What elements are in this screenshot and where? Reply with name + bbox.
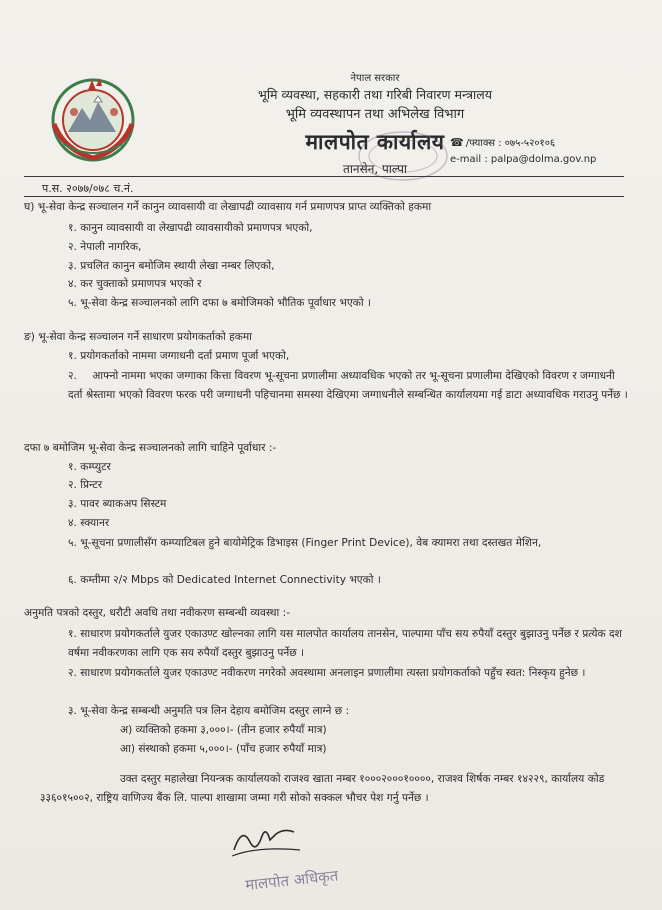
list-item — [68, 516, 109, 530]
section-nga-title: ङ) भू-सेवा केन्द्र सञ्चालन गर्ने साधारण प्रयोगकर्ताको हकमा — [24, 331, 252, 343]
item-text: भू-सेवा केन्द्र सम्बन्धी अनुमति पत्र लिन देहाय बमोजिम दस्तुर लाग्ने छ : — [80, 705, 350, 717]
item-text: प्रिन्टर — [80, 479, 103, 491]
email-address: e-mail : palpa@dolma.gov.np — [450, 154, 597, 165]
section-fee-title: अनुमति पत्रको दस्तुर, धरौटी अवधि तथा नवीकरण सम्बन्धी व्यवस्था :- — [24, 607, 291, 619]
officer-stamp — [238, 845, 388, 895]
item-number: ३. — [68, 498, 77, 510]
fee-individual: अ) व्यक्तिको हकमा ३,०००।- (तीन हजार रुपैयाँ मात्र) — [120, 724, 327, 736]
government-name: नेपाल सरकार — [350, 73, 400, 84]
item-number: २. — [68, 241, 77, 253]
list-item — [68, 534, 624, 553]
office-name: मालपोत कार्यालय — [305, 130, 445, 154]
list-item — [68, 664, 628, 683]
list-item — [68, 296, 371, 310]
phone-fax-text: /फ्याक्स : ०७५-५२०१०६ — [465, 138, 556, 149]
list-item — [68, 625, 628, 662]
item-number: ३. — [68, 260, 77, 272]
section-gha-title: घ) भू-सेवा केन्द्र सञ्चालन गर्ने कानुन व्यावसायी वा लेखापढी व्यावसाय गर्न प्रमाणपत्र प्राप्त व्यक्तिको हकमा — [24, 201, 432, 213]
list-item — [68, 460, 111, 474]
item-number: १. — [68, 461, 77, 473]
item-text: कम्प्युटर — [80, 461, 111, 473]
item-number: ३. — [68, 705, 77, 717]
item-text: पावर ब्याकअप सिस्टम — [80, 498, 167, 510]
item-number: ४. — [68, 517, 77, 529]
item-number: १. — [68, 222, 77, 234]
office-location: तानसेन, पाल्पा — [342, 162, 407, 176]
item-number: ५. — [68, 537, 77, 549]
item-number: २. — [68, 370, 77, 382]
list-item — [68, 573, 381, 587]
header-divider — [24, 176, 624, 177]
fee-organization: आ) संस्थाको हकमा ५,०००।- (पाँच हजार रुपैयाँ मात्र) — [120, 743, 327, 755]
nepal-government-emblem-icon — [44, 72, 142, 164]
item-text: प्रचलित कानुन बमोजिम स्थायी लेखा नम्बर लिएको, — [80, 260, 275, 272]
list-item — [68, 497, 166, 511]
department-name: भूमि व्यवस्थापन तथा अभिलेख विभाग — [285, 107, 465, 122]
item-text: कानुन व्यावसायी वा लेखापढी व्यावसायीको प्रमाणपत्र भएको, — [80, 222, 313, 234]
item-text: कर चुक्ताको प्रमाणपत्र भएको र — [80, 278, 202, 290]
reference-divider — [24, 196, 624, 197]
item-text: आफ्नो नाममा भएका जग्गाका कित्ता विवरण भू-सूचना प्रणालीमा अध्यावधिक भएको तर भू-सूचना प्रणालीमा देखिएको विवरण र जग्गाधनी दर्ता श्रेस्तामा भएको विवरण फरक परी जग्गाधनी पहिचानमा समस्या देखिएमा जग्गाधनीले सम्बन्धित कार्यालयमा गई डाटा अध्यावधिक गराउनु पर्नेछ । — [68, 370, 628, 401]
section-infrastructure-title: दफा ७ बमोजिम भू-सेवा केन्द्र सञ्चालनको लागि चाहिने पूर्वाधार :- — [24, 442, 277, 454]
list-item — [68, 221, 313, 235]
list-item — [68, 259, 275, 273]
item-number: २. — [68, 667, 77, 679]
item-number: १. — [68, 628, 77, 640]
reference-number: प.स. २०७७/०७८ च.नं. — [42, 182, 134, 195]
item-text: कम्तीमा २/२ Mbps को Dedicated Internet Connectivity भएको । — [80, 574, 381, 586]
list-item — [68, 277, 201, 291]
item-text: भू-सेवा केन्द्र सञ्चालनको लागि दफा ७ बमोजिमको भौतिक पूर्वाधार भएको । — [80, 297, 371, 309]
item-number: ५. — [68, 297, 77, 309]
list-item — [68, 704, 349, 718]
item-number: ४. — [68, 278, 77, 290]
ministry-name: भूमि व्यवस्था, सहकारी तथा गरिबी निवारण मन्त्रालय — [258, 87, 492, 102]
telephone-icon: ☎ — [450, 136, 464, 149]
item-text: साधारण प्रयोगकर्ताले युजर एकाउण्ट नवीकरण नगरेको अवस्थामा अनलाइन प्रणालीमा त्यस्ता प्रयोगकर्ताको पहुँच स्वत: निस्कृय हुनेछ । — [80, 667, 586, 679]
list-item — [68, 478, 102, 492]
item-number: २. — [68, 479, 77, 491]
closing-paragraph: उक्त दस्तुर महालेखा नियन्त्रक कार्यालयको राजश्व खाता नम्बर १०००२०००१००००, राजश्व शिर्षक नम्बर १४२२९, कार्यालय कोड ३३६०१५००२, राष्ट्रिय वाणिज्य बैंक लि. पाल्पा शाखामा जम्मा गरी सोको सक्कल भौचर पेश गर्नु पर्नेछ । — [40, 773, 605, 804]
item-text: प्रयोगकर्ताको नाममा जग्गाधनी दर्ता प्रमाण पूर्जा भएको, — [80, 350, 290, 362]
item-text: साधारण प्रयोगकर्ताले युजर एकाउण्ट खोल्नका लागि यस मालपोत कार्यालय तानसेन, पाल्पामा पाँच सय रुपैयाँ दस्तुर बुझाउनु पर्नेछ र प्रत्येक दश वर्षमा नवीकरणका लागि एक सय रुपैयाँ दस्तुर बुझाउनु पर्नेछ । — [68, 628, 622, 659]
phone-fax — [450, 135, 555, 149]
item-text: भू-सूचना प्रणालीसँग कम्प्याटिबल हुने बायोमेट्रिक डिभाइस (Finger Print Device), वेब क्यामरा तथा दस्तखत मेशिन, — [80, 537, 542, 549]
item-text: स्क्यानर — [80, 517, 110, 529]
item-number: १. — [68, 350, 77, 362]
item-text: नेपाली नागरिक, — [80, 241, 142, 253]
item-number: ६. — [68, 574, 77, 586]
list-item — [68, 240, 141, 254]
list-item — [68, 367, 628, 404]
officer-stamp-text: मालपोत अधिकृत — [244, 866, 340, 895]
list-item — [68, 349, 289, 363]
